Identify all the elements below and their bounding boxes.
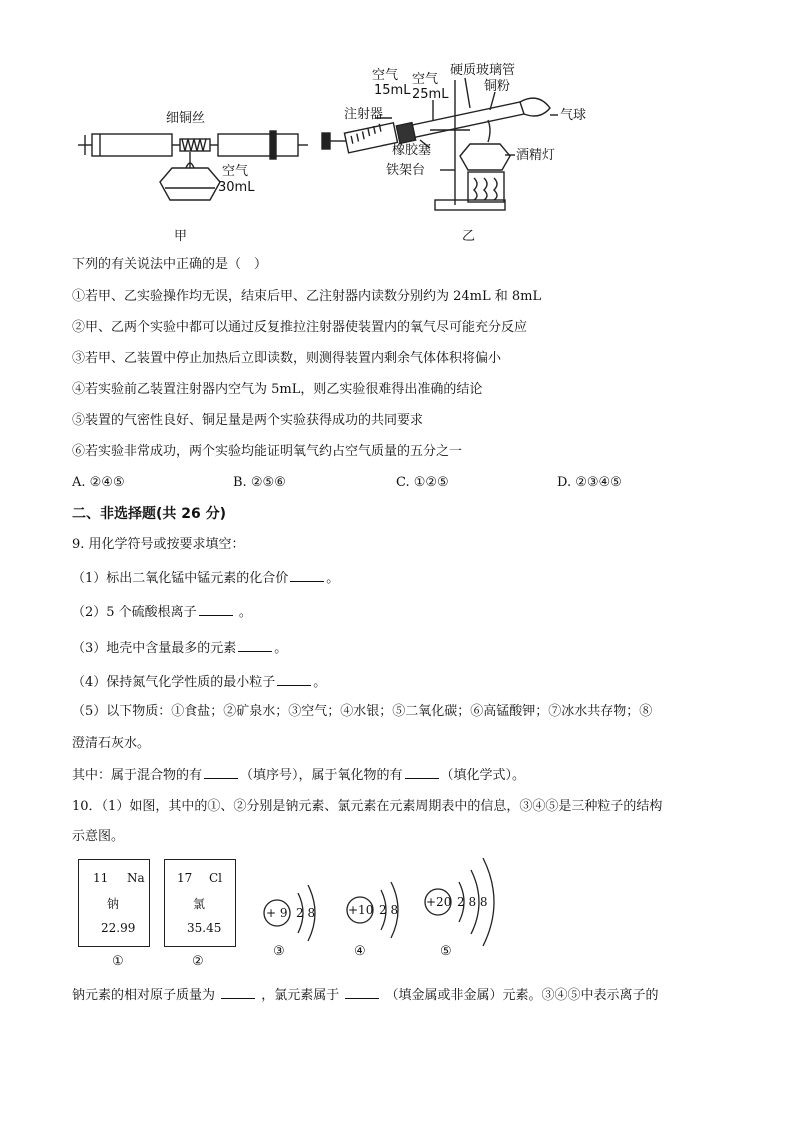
q9-part5-q-c: （填化学式）。 xyxy=(440,768,526,783)
q9-part4-blank[interactable] xyxy=(277,674,311,686)
statement-3: ③若甲、乙装置中停止加热后立即读数，则测得装置内剩余气体体积将偏小 xyxy=(72,351,502,366)
yi-label-vol2: 25mL xyxy=(412,87,449,102)
jia-label-wire: 细铜丝 xyxy=(166,111,206,126)
q9-part5-q-a: 其中：属于混合物的有 xyxy=(72,768,203,783)
q9-part1-blank[interactable] xyxy=(290,570,324,582)
particle3-nucleus-label: + 9 xyxy=(266,906,288,920)
yi-label-stand: 铁架台 xyxy=(386,163,426,178)
jia-right-syringe xyxy=(218,131,308,159)
q9-part3-blank[interactable] xyxy=(238,640,272,652)
q9-part5-line2: 澄清石灰水。 xyxy=(72,736,151,751)
yi-label-lamp: 酒精灯 xyxy=(516,148,556,163)
option-d[interactable]: D. ②③④⑤ xyxy=(557,475,622,490)
element-cl-mass: 35.45 xyxy=(187,921,222,935)
q9-part3-text: （3）地壳中含量最多的元素 xyxy=(72,641,237,656)
option-b[interactable]: B. ②⑤⑥ xyxy=(233,475,286,490)
yi-label-tube: 硬质玻璃管 xyxy=(450,63,516,78)
question-stem: 下列的有关说法中正确的是（ ） xyxy=(72,257,268,272)
option-a[interactable]: A. ②④⑤ xyxy=(72,475,125,490)
q10-line1: 10．（1）如图，其中的①、②分别是钠元素、氯元素在元素周期表中的信息，③④⑤是三种粒子的结构 xyxy=(72,799,663,814)
yi-alcohol-lamp xyxy=(460,120,510,202)
particle5-shells-label: 2 8 8 xyxy=(457,895,488,909)
caption-5: ⑤ xyxy=(440,944,452,959)
q9-part1-end: 。 xyxy=(326,571,340,586)
jia-left-syringe xyxy=(78,134,180,156)
q9-part1 xyxy=(72,570,339,585)
jia-label-air: 空气 xyxy=(222,164,249,179)
element-card-na xyxy=(78,859,150,947)
q9-part2-text: （2）5 个硫酸根离子 xyxy=(72,605,197,620)
q9-mixture-blank[interactable] xyxy=(204,767,238,779)
q9-part5-q-b: （填序号），属于氧化物的有 xyxy=(240,768,403,783)
yi-label-air2: 空气 xyxy=(412,72,439,87)
q10-type-blank[interactable] xyxy=(345,987,379,999)
apparatus-figure xyxy=(0,0,794,250)
particle3-shells-label: 2 8 xyxy=(296,906,316,920)
jia-alcohol-lamp xyxy=(160,152,220,200)
statement-1: ①若甲、乙实验操作均无误，结束后甲、乙注射器内读数分别约为 24mL 和 8mL xyxy=(72,289,542,304)
particle4-shells-label: 2 8 xyxy=(379,903,399,917)
yi-caption: 乙 xyxy=(462,229,476,244)
particle4-nucleus-label: +10 xyxy=(348,903,374,917)
yi-glass-tube xyxy=(396,98,550,143)
jia-copper-tube xyxy=(180,139,218,151)
q9-stem: 9. 用化学符号或按要求填空： xyxy=(72,537,245,552)
q9-part2-blank[interactable] xyxy=(199,604,233,616)
jia-caption: 甲 xyxy=(174,229,188,244)
q9-part2 xyxy=(72,604,252,619)
yi-label-air1: 空气 xyxy=(372,68,399,83)
element-cl-symbol: Cl xyxy=(209,871,223,885)
yi-label-syringe: 注射器 xyxy=(344,107,384,122)
option-c[interactable]: C. ①②⑤ xyxy=(396,475,449,490)
section-heading: 二、非选择题(共 26 分) xyxy=(72,506,227,522)
statement-4: ④若实验前乙装置注射器内空气为 5mL，则乙实验很难得出准确的结论 xyxy=(72,382,483,397)
statement-6: ⑥若实验非常成功，两个实验均能证明氧气约占空气质量的五分之一 xyxy=(72,444,463,459)
q10-last-c: （填金属或非金属）元素。③④⑤中表示离子的 xyxy=(381,988,659,1003)
caption-4: ④ xyxy=(354,944,366,959)
q9-part5-line1: （5）以下物质：①食盐；②矿泉水；③空气；④水银；⑤二氧化碳；⑥高锰酸钾；⑦冰水共存物；⑧ xyxy=(72,704,653,719)
q9-part1-text: （1）标出二氧化锰中锰元素的化合价 xyxy=(72,571,289,586)
element-na-name: 钠 xyxy=(107,897,120,911)
q9-part5-question xyxy=(72,767,525,782)
q10-last-b: ，氯元素属于 xyxy=(257,988,344,1003)
q10-last-a: 钠元素的相对原子质量为 xyxy=(72,988,220,1003)
yi-syringe xyxy=(322,123,398,153)
element-na-mass: 22.99 xyxy=(101,921,136,935)
q9-part2-end: 。 xyxy=(234,605,252,620)
element-na-number: 11 xyxy=(93,871,109,885)
q10-line2: 示意图。 xyxy=(72,829,125,844)
yi-label-balloon: 气球 xyxy=(560,108,587,123)
element-cl-name: 氯 xyxy=(193,897,206,911)
caption-1: ① xyxy=(112,954,124,969)
q9-oxide-blank[interactable] xyxy=(405,767,439,779)
q9-part3-end: 。 xyxy=(274,641,288,656)
yi-label-vol1: 15mL xyxy=(374,83,411,98)
element-card-cl xyxy=(164,859,236,947)
particle5-nucleus-label: +20 xyxy=(426,895,452,909)
statement-5: ⑤装置的气密性良好、铜足量是两个实验获得成功的共同要求 xyxy=(72,413,424,428)
q9-part4-text: （4）保持氮气化学性质的最小粒子 xyxy=(72,675,276,690)
statement-2: ②甲、乙两个实验中都可以通过反复推拉注射器使装置内的氧气尽可能充分反应 xyxy=(72,320,528,335)
caption-3: ③ xyxy=(273,944,285,959)
jia-label-volume: 30mL xyxy=(218,180,255,195)
yi-label-stopper: 橡胶塞 xyxy=(392,143,432,158)
q9-part3 xyxy=(72,640,287,655)
q10-mass-blank[interactable] xyxy=(221,987,255,999)
yi-label-copper: 铜粉 xyxy=(484,79,511,94)
element-cl-number: 17 xyxy=(177,871,193,885)
q10-last-line xyxy=(72,987,659,1002)
element-na-symbol: Na xyxy=(127,871,145,885)
q9-part4 xyxy=(72,674,326,689)
q9-part4-end: 。 xyxy=(313,675,327,690)
caption-2: ② xyxy=(192,954,204,969)
